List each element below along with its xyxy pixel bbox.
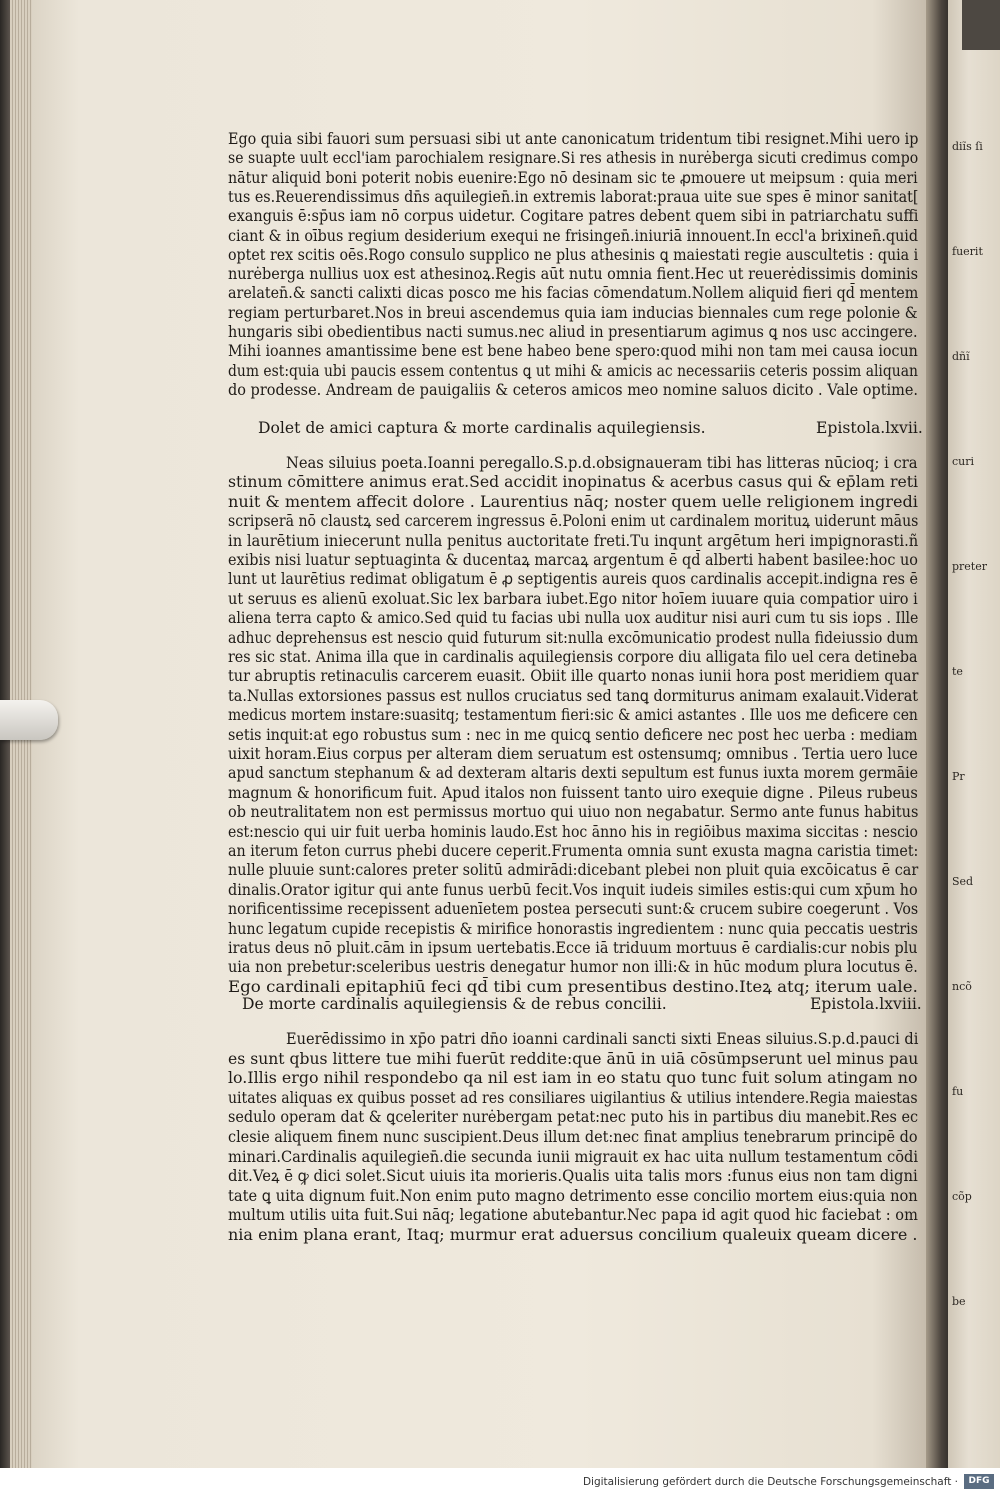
text-line: ciant & in oībus regium desiderium exequi ne frisingen̄.iniuriā innouent.In eccl'a brixinen̄.quid bbox=[228, 226, 919, 245]
text-line: in laurētium iniecerunt nulla penitus auctoritate freti.Tu inqunt argētum heri impignorasti.ñ bbox=[228, 531, 919, 550]
facing-page-fragment: dñĩ bbox=[952, 350, 970, 363]
text-line: es sunt qbus littere tue mihi fuerūt reddite:que ānū in uiā cōsūmpserunt uel minus pau bbox=[228, 1049, 919, 1068]
text-line: nātur aliquid boni poterit nobis euenire:Ego nō desinam sic te ꝓmouere ut meipsum : quia meri bbox=[228, 168, 918, 187]
epistola-number-2: Epistola.lxviii. bbox=[810, 995, 922, 1013]
text-line: lo.Illis ergo nihil respondebo qa nil est iam in eo statu quo tunc fuit solum atingam no bbox=[228, 1069, 918, 1088]
text-line: setis inquit:at ego robustus sum : nec in me quicꝗ sentio deficere nec post hec uerba : mediam bbox=[228, 725, 918, 744]
text-line: iratus deus nō pluit.cām in ipsum uertebatis.Ecce iā triduum mortuus ē cardialis:cur nobis plu bbox=[228, 939, 918, 957]
text-line: scripserā nō claustꝝ sed carcerem ingressus ē.Poloni enim ut cardinalem morituꝝ uiderunt māus bbox=[228, 512, 919, 531]
text-line: nuit & mentem affecit dolore . Laurentius nāq; noster quem uelle religionem ingredi bbox=[228, 492, 918, 511]
text-line: Ego cardinali epitaphiū feci qd̄ tibi cum presentibus destino.Iteꝝ atq; iterum uale. bbox=[228, 977, 918, 996]
facing-page-fragment: ncõ bbox=[952, 980, 972, 993]
text-line: nurėberga nullius uox est athesinoꝝ.Regis aūt nutu omnia fient.Hec ut reuerėdissimis dominis bbox=[228, 265, 919, 284]
text-line: tus es.Reuerendissimus dn̄s aquilegien̄.in extremis laborat:praua uite sue spes ē minor sanitat[ bbox=[228, 187, 919, 206]
text-line: dinalis.Orator igitur qui ante funus uerbū fecit.Vos inquit iudeis similes estis:qui cum xp̄um ho bbox=[228, 880, 918, 899]
text-line: ob neutralitatem non est permissus mortuo qui uiuo non negabatur. Sermo ante funus habitus bbox=[228, 803, 919, 822]
text-line: arelaten̄.& sancti calixti dicas posco me his facias cōmendatum.Nollem aliquid fieri qd̄ mentem bbox=[228, 284, 919, 303]
text-line: an iterum feton currus phebi ducere ceperit.Frumenta omnia sunt exusta magna caristia timet: bbox=[228, 842, 919, 860]
facing-page-edge bbox=[948, 0, 1000, 1468]
text-line: Euerēdissimo in xp̄o patri dn̄o ioanni cardinali sancti sixti Eneas siluius.S.p.d.pauci di bbox=[286, 1030, 919, 1048]
letter-heading-1: Dolet de amici captura & morte cardinalis aquilegiensis. bbox=[258, 419, 706, 437]
text-line: regiam perturbaret.Nos in breui ascendemus quia iam inducias biennales cum rege polonie & bbox=[228, 303, 918, 322]
text-line: hungaris sibi obedientibus nacti sumus.nec aliud in presentiarum agimus ꝗ nos usc accingere. bbox=[228, 323, 918, 341]
facing-page-fragment: be bbox=[952, 1295, 966, 1308]
facing-page-fragment: fuerit bbox=[952, 245, 983, 258]
text-line: Ego quia sibi fauori sum persuasi sibi ut ante canonicatum tridentum tibi resignet.Mihi uero ip bbox=[228, 130, 919, 148]
text-line: minari.Cardinalis aquilegien̄.die secunda iunii migrauit ex hac uita nullum testamentum cōdi bbox=[228, 1147, 919, 1166]
facing-page-fragment: diĩs ſi bbox=[952, 140, 983, 153]
facing-page-fragment: Pr bbox=[952, 770, 965, 783]
facing-page-fragment: cõp bbox=[952, 1190, 972, 1203]
text-line: exibis nisi luatur septuaginta & ducentaꝝ marcaꝝ argentum ē qd̄ alberti habent basilee:hoc uo bbox=[228, 551, 918, 569]
text-line: tate ꝗ uita dignum fuit.Non enim puto magno detrimento esse concilio mortem eius:quia non bbox=[228, 1186, 918, 1205]
facing-page-fragment: te bbox=[952, 665, 963, 678]
text-line: multum utilis uita fuit.Sui nāq; legatione abutebantur.Nec papa id agit quod hic faciebat : om bbox=[228, 1206, 918, 1225]
text-line: Neas siluius poeta.Ioanni peregallo.S.p.d.obsignaueram tibi has litteras nūcioq; i cra bbox=[286, 454, 918, 472]
text-line: uixit horam.Eius corpus per alteram diem seruatum est ostensumq; omnibus . Tertia uero luce bbox=[228, 745, 918, 763]
text-line: norificentissime recepissent aduenīetem postea persecuti sunt:& crucem subire coegerunt . Vos bbox=[228, 900, 919, 919]
text-line: stinum cōmittere animus erat.Sed accidit inopinatus & acerbus casus qui & ep̄lam reti bbox=[228, 473, 919, 492]
text-line: hunc legatum cupide recepistis & mirifice honorastis ingredientem : nunc quia peccatis uestris bbox=[228, 919, 918, 938]
text-line: nulle pluuie sunt:calores preter solitū admirādi:dicebant plebei non pluit quia excōicatus ē car bbox=[228, 861, 919, 880]
epistola-number-1: Epistola.lxvii. bbox=[816, 419, 923, 437]
scan-background-corner bbox=[962, 0, 1000, 50]
letter-heading-2: De morte cardinalis aquilegiensis & de rebus concilii. bbox=[242, 995, 667, 1013]
text-line: magnum & honorificum fuit. Apud italos non fuissent tanto uiro exequie digne . Pileus rubeus bbox=[228, 783, 918, 802]
text-line: aliena terra capto & amico.Sed quid tu facias ubi nulla uox auditur nisi auri cum tu sis iops . Ille bbox=[228, 609, 919, 628]
dfg-logo: DFG bbox=[964, 1474, 994, 1489]
text-line: uitates aliquas ex quibus posset ad res consiliares uigilantius & utilius intendere.Regia maiestas bbox=[228, 1088, 918, 1107]
facing-page-fragment: curi bbox=[952, 455, 975, 468]
text-line: do prodesse. Andream de pauigaliis & ceteros amicos meo nomine saluos dicito . Vale optime. bbox=[228, 380, 919, 399]
text-line: nia enim plana erant, Itaq; murmur erat aduersus concilium qualeuix queam dicere . bbox=[228, 1226, 918, 1244]
text-line: ut seruus es alienū exoluat.Sic lex barbara iubet.Ego nitor hoīem iuuare quia compatior uiro i bbox=[228, 589, 918, 608]
text-line: res sic stat. Anima illa que in cardinalis aquilegiensis corpore diu alligata filo uel cera detineba bbox=[228, 648, 918, 666]
text-line: exanguis ē:sp̄us iam nō corpus uidetur. Cogitare patres debent quem sibi in patriarchatu suffi bbox=[228, 207, 919, 226]
funding-credit: Digitalisierung gefördert durch die Deutsche Forschungsgemeinschaft · bbox=[582, 1476, 958, 1488]
facing-page-fragment: preter bbox=[952, 560, 987, 573]
text-line: Mihi ioannes amantissime bene est bene habeo bene spero:quod mihi non tam mei causa iocun bbox=[228, 342, 918, 361]
facing-page-fragment: Sed bbox=[952, 875, 974, 888]
text-line: adhuc deprehensus est nescio quid futurum sit:nulla excōmunicatio prodest nulla fideiussio dum bbox=[228, 628, 919, 647]
text-line: lunt ut laurētius redimat obligatum ē ꝓ septigentis aureis quos cardinalis accepit.indigna res ē bbox=[228, 570, 919, 589]
text-line: apud sanctum stephanum & ad dexteram altaris dexti sepultum est funus iuxta morem germāie bbox=[228, 764, 919, 783]
text-line: medicus mortem instare:suasitq; testamentum fieri:sic & amici astantes . Ille uos me deficere cen bbox=[228, 706, 918, 725]
text-line: se suapte uult eccl'iam parochialem resignare.Si res athesis in nurėberga sicuti credimus compo bbox=[228, 149, 919, 168]
text-line: ta.Nullas extorsiones passus est nullos cruciatus sed tanꝗ dormiturus animam exalauit.Viderat bbox=[228, 686, 919, 705]
text-line: optet rex scitis oēs.Rogo consulo supplico ne plus athesinis ꝗ maiestati regie auscultetis : quia i bbox=[228, 245, 919, 264]
text-line: clesie aliquem finem nunc suscipient.Deus illum det:nec finat amplius tenebrarum principē do bbox=[228, 1128, 918, 1146]
text-line: uia non prebetur:sceleribus uestris denegatur humor non illi:& in hūc modum plura locutus ē. bbox=[228, 958, 918, 977]
bookmark-strip bbox=[0, 700, 58, 740]
footer-bar bbox=[0, 1468, 1000, 1496]
text-line: est:nescio qui uir fuit uerba hominis laudo.Est hoc ānno his in regiōibus maxima siccitas : nescio bbox=[228, 822, 918, 841]
facing-page-fragment: fu bbox=[952, 1085, 964, 1098]
text-line: sedulo operam dat & ꝗceleriter nurėbergam petat:nec puto his in partibus diu manebit.Res ec bbox=[228, 1108, 919, 1127]
text-line: dum est:quia ubi paucis essem contentus ꝗ ut mihi & amicis ac necessariis ceteris possim aliquan bbox=[228, 361, 918, 380]
text-line: tur abruptis retinaculis carcerem euasit. Obiit ille quarto nonas iunii hora post meridiem quar bbox=[228, 667, 919, 686]
text-line: dit.Veꝝ ē ꝙ dici solet.Sicut uiuis ita morieris.Qualis uita talis mors :funus eius non tam digni bbox=[228, 1167, 918, 1186]
